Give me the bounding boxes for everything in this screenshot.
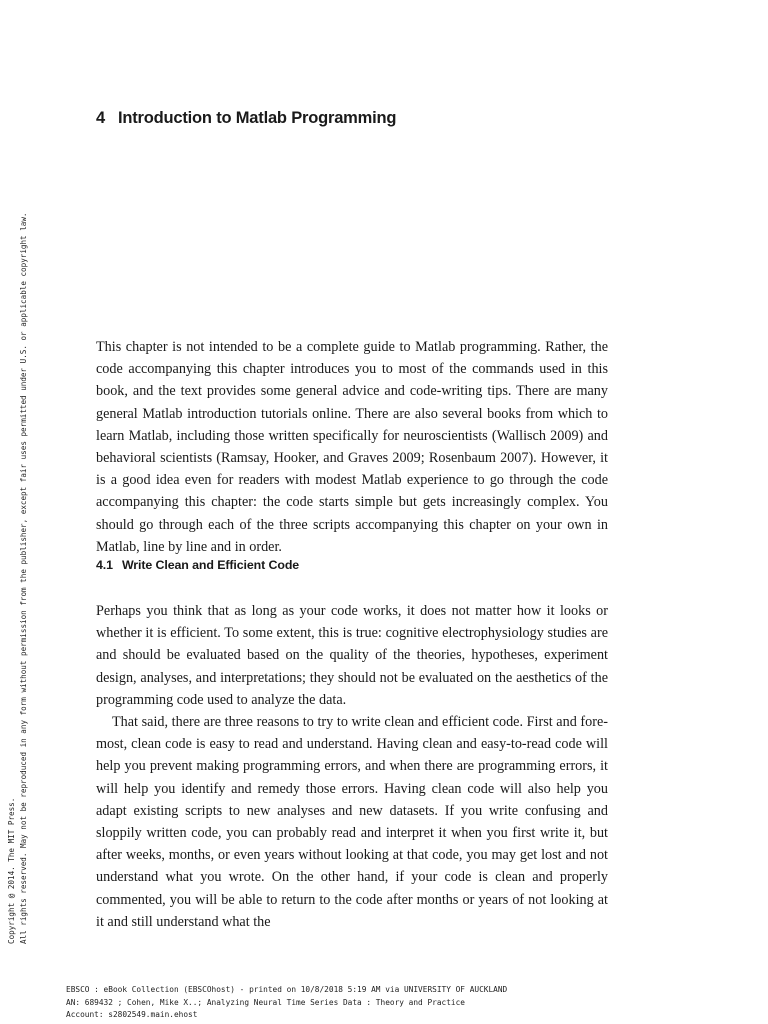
section-paragraph-1: Perhaps you think that as long as your code works, it does not matter how it looks or whether it is efficient. To some extent, this is true: cognitive electrophysiology studies are and should be evaluated based on the quality of the theories, hypotheses, experiment design, analyses, and interpretations; they should not be evaluated on the aesthetics of the programming code used to analyze the data. bbox=[96, 603, 608, 708]
chapter-title bbox=[96, 109, 396, 128]
copyright-notice bbox=[6, 114, 30, 944]
footer-line-source: EBSCO : eBook Collection (EBSCOhost) - printed on 10/8/2018 5:19 AM via UNIVERSITY OF AUCKLAND bbox=[66, 985, 508, 994]
print-footer bbox=[66, 984, 507, 1022]
copyright-line: Copyright @ 2014. The MIT Press. bbox=[7, 797, 16, 944]
section-body bbox=[96, 600, 608, 933]
section-title: Write Clean and Efficient Code bbox=[121, 558, 300, 572]
section-paragraph-2: That said, there are three reasons to try to write clean and efficient code. First and foremost, clean code is easy to read and understand. Having clean and easy-to-read code will help you prevent making programming errors, and when there are programming errors, it will help you identify and remedy those errors. Having clean code will also help you adapt existing scripts to new analyses and new datasets. If you write confusing and sloppily written code, you can probably read and interpret it when you first write it, but after weeks, months, or even years without looking at that code, you may get lost and not understand what you wrote. On the other hand, if your code is clean and properly commented, you will be able to return to the code after months or years of not looking at it and still understand what the bbox=[96, 714, 608, 930]
section-heading bbox=[96, 558, 299, 572]
chapter-title-text: Introduction to Matlab Programming bbox=[117, 109, 397, 127]
section-number: 4.1 bbox=[96, 558, 113, 572]
chapter-number: 4 bbox=[96, 109, 105, 127]
rights-line: All rights reserved. May not be reproduced in any form without permission from the publisher, except fair uses permitted under U.S. or applicable copyright law. bbox=[19, 212, 28, 944]
intro-paragraph: This chapter is not intended to be a complete guide to Matlab programming. Rather, the code accompanying this chapter introduces you to most of the commands used in this book, and the text provides some general advice and code-writing tips. There are many general Matlab introduction tutorials online. There are also several books from which to learn Matlab, including those written specifically for neuroscientists (Wallisch 2009) and behavioral scientists (Ramsay, Hooker, and Graves 2009; Rosenbaum 2007). However, it is a good idea even for readers with modest Matlab experience to go through the code accompanying this chapter: the code starts simple but gets increasingly complex. You should go through each of the three scripts accompanying this chapter on your own in Matlab, line by line and in order. bbox=[96, 339, 608, 555]
intro-section bbox=[96, 336, 608, 558]
footer-line-citation: AN: 689432 ; Cohen, Mike X..; Analyzing Neural Time Series Data : Theory and Practice bbox=[66, 997, 466, 1007]
footer-line-account: Account: s2802549.main.ehost bbox=[66, 1010, 198, 1019]
